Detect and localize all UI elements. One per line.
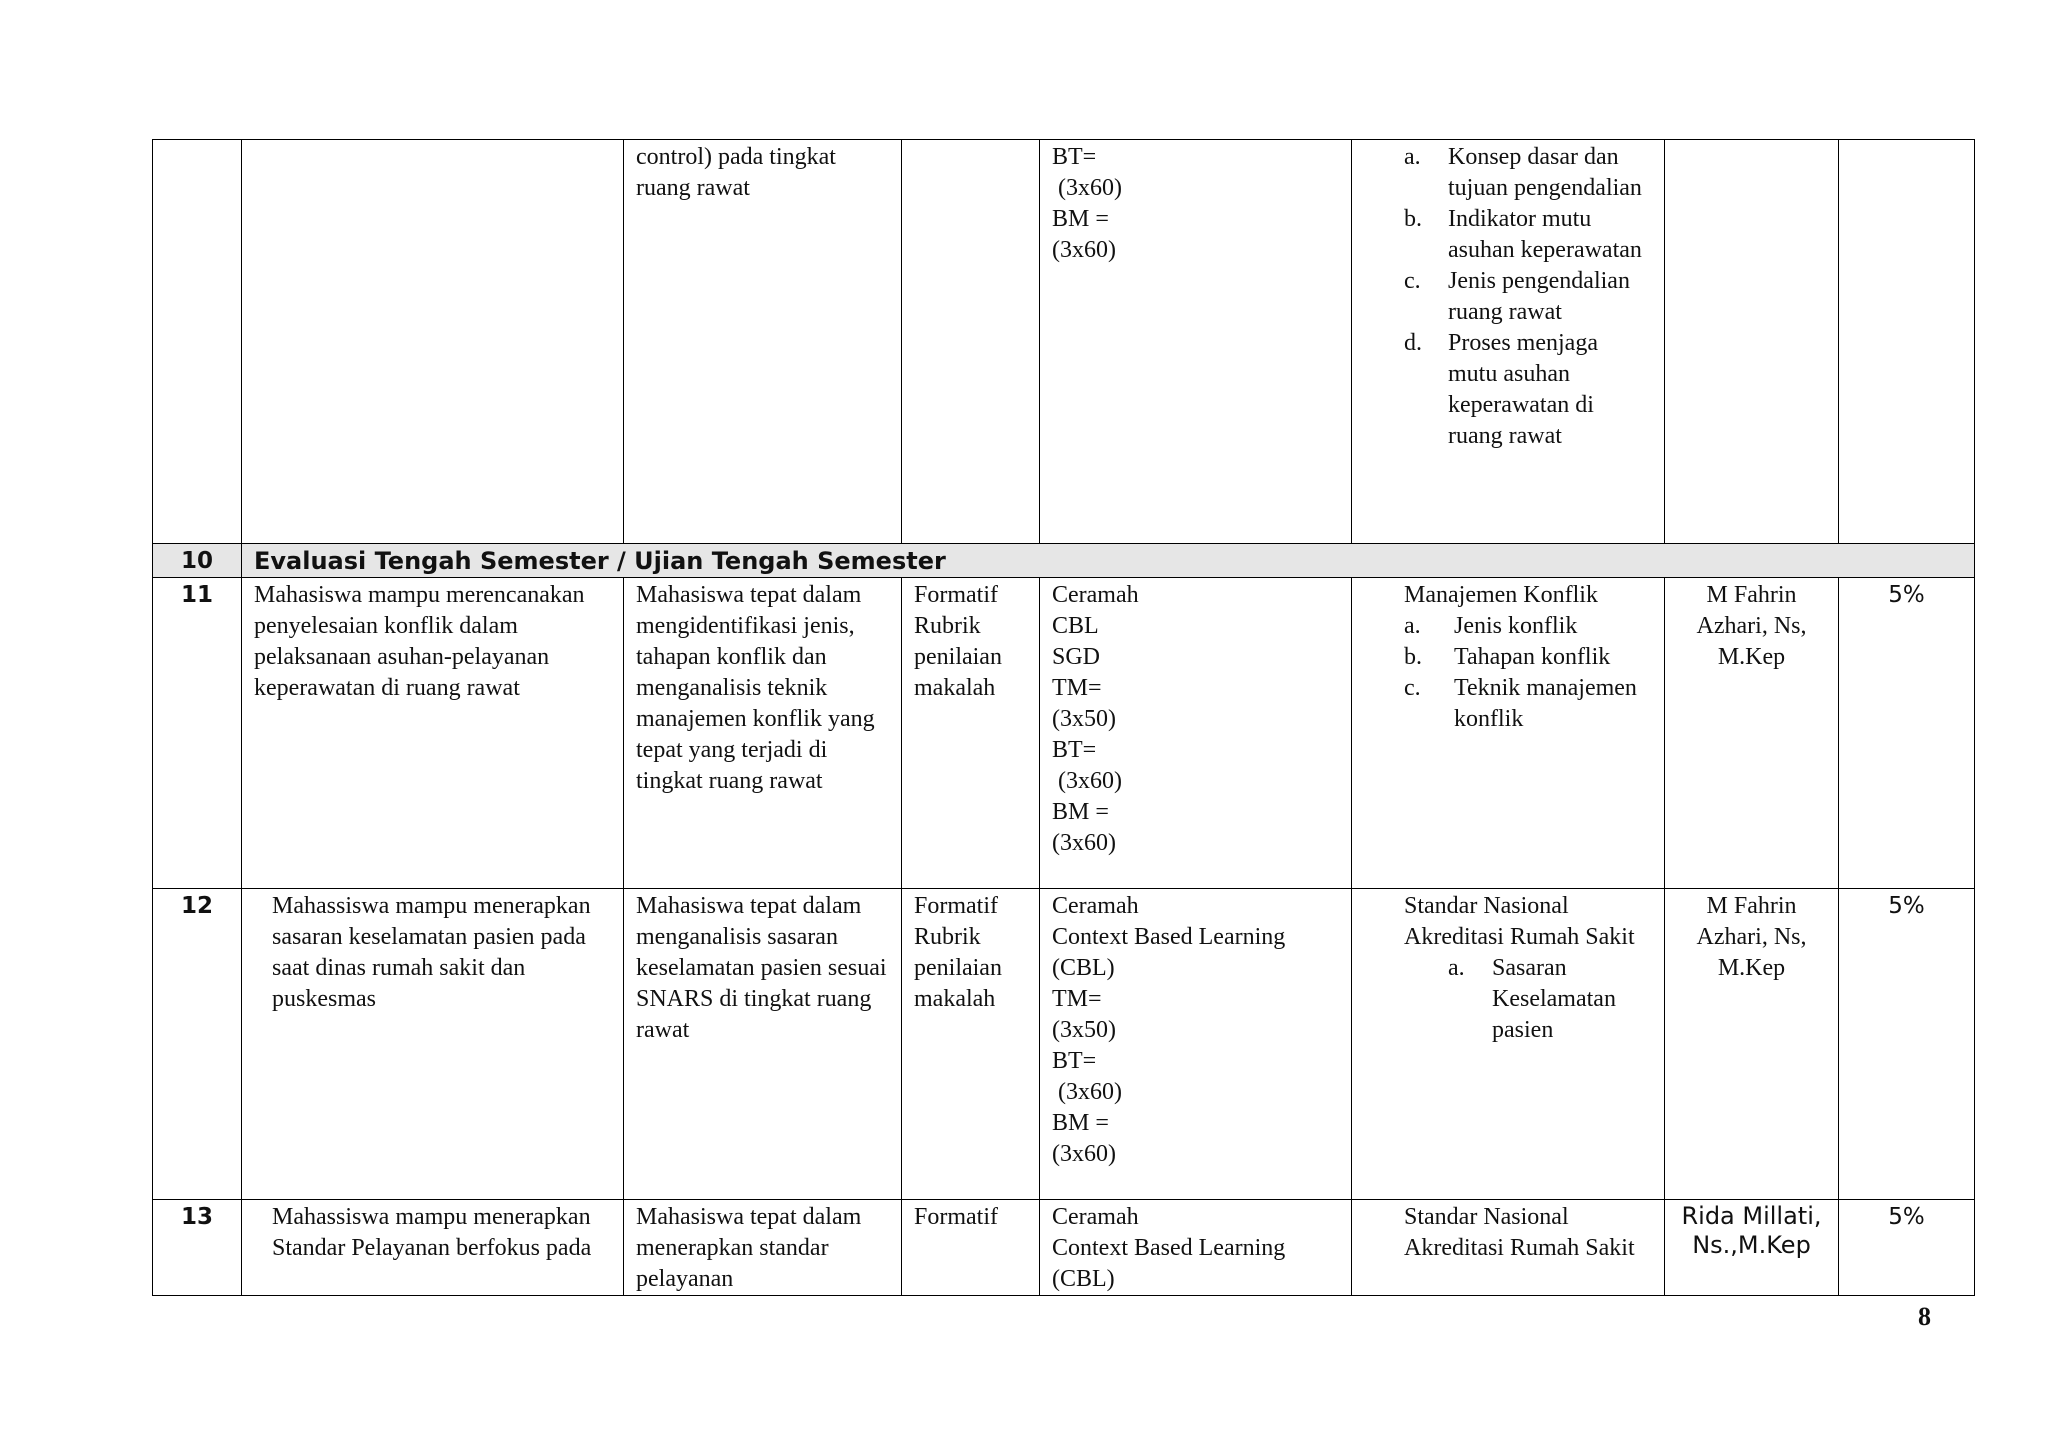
row-number bbox=[153, 140, 242, 544]
dosen-cell bbox=[1665, 140, 1839, 544]
metode-text: Ceramah CBL SGD TM= (3x50) BT= (3x60) BM = (3x60) bbox=[1052, 582, 1139, 856]
materi-list bbox=[1404, 142, 1652, 452]
page-number: 8 bbox=[1918, 1302, 1931, 1331]
row-number: 10 bbox=[153, 544, 242, 578]
list-item bbox=[1448, 953, 1652, 1046]
bobot-cell: 5% bbox=[1839, 578, 1975, 889]
metode-cell bbox=[1040, 140, 1352, 544]
indikator-cell: Mahasiswa tepat dalam menganalisis sasaran keselamatan pasien sesuai SNARS di tingkat ruang rawat bbox=[624, 889, 902, 1200]
row-number: 11 bbox=[153, 578, 242, 889]
section-title: Evaluasi Tengah Semester / Ujian Tengah Semester bbox=[242, 544, 1975, 578]
metode-text: BT= (3x60) BM = (3x60) bbox=[1052, 144, 1122, 263]
table-row-continuation bbox=[153, 140, 1975, 544]
dosen-cell: Rida Millati, Ns.,M.Kep bbox=[1665, 1200, 1839, 1296]
bobot-cell bbox=[1839, 140, 1975, 544]
metode-text: Ceramah Context Based Learning (CBL) TM= (3x50) BT= (3x60) BM = (3x60) bbox=[1052, 893, 1286, 1167]
list-marker: b. bbox=[1404, 644, 1422, 670]
materi-cell bbox=[1352, 140, 1665, 544]
list-text: Indikator mutu asuhan keperawatan bbox=[1448, 206, 1642, 263]
metode-cell bbox=[1040, 1200, 1352, 1296]
indikator-text: control) pada tingkat ruang rawat bbox=[636, 144, 836, 201]
list-text: Konsep dasar dan tujuan pengendalian bbox=[1448, 144, 1642, 201]
kemampuan-cell: Mahassiswa mampu menerapkan sasaran keselamatan pasien pada saat dinas rumah sakit dan puskesmas bbox=[242, 889, 624, 1200]
dosen-cell: M Fahrin Azhari, Ns, M.Kep bbox=[1665, 578, 1839, 889]
list-marker: a. bbox=[1404, 144, 1421, 170]
bobot-cell: 5% bbox=[1839, 889, 1975, 1200]
list-item bbox=[1404, 328, 1652, 452]
rps-table bbox=[152, 139, 1975, 1296]
metode-text: Ceramah Context Based Learning (CBL) bbox=[1052, 1204, 1286, 1292]
list-item bbox=[1404, 266, 1652, 328]
table-row-section bbox=[153, 544, 1975, 578]
list-text: Proses menjaga mutu asuhan keperawatan di ruang rawat bbox=[1448, 330, 1598, 449]
list-marker: c. bbox=[1404, 675, 1421, 701]
list-marker: c. bbox=[1404, 268, 1421, 294]
list-marker: d. bbox=[1404, 330, 1422, 356]
list-text: Teknik manajemen konflik bbox=[1454, 675, 1637, 732]
list-item bbox=[1404, 642, 1652, 673]
kemampuan-cell bbox=[242, 140, 624, 544]
metode-cell bbox=[1040, 578, 1352, 889]
list-marker: b. bbox=[1404, 206, 1422, 232]
list-marker: a. bbox=[1404, 613, 1421, 639]
dosen-cell: M Fahrin Azhari, Ns, M.Kep bbox=[1665, 889, 1839, 1200]
materi-title: Standar Nasional Akreditasi Rumah Sakit bbox=[1404, 1204, 1635, 1261]
materi-list bbox=[1404, 611, 1652, 735]
list-item bbox=[1404, 142, 1652, 204]
table-row bbox=[153, 889, 1975, 1200]
indikator-cell: Mahasiswa tepat dalam mengidentifikasi jenis, tahapan konflik dan menganalisis teknik manajemen konflik yang tepat yang terjadi di tingkat ruang rawat bbox=[624, 578, 902, 889]
indikator-cell bbox=[624, 140, 902, 544]
list-item bbox=[1404, 611, 1652, 642]
metode-cell bbox=[1040, 889, 1352, 1200]
list-item bbox=[1404, 204, 1652, 266]
list-text: Sasaran Keselamatan pasien bbox=[1492, 955, 1616, 1043]
row-number: 13 bbox=[153, 1200, 242, 1296]
kriteria-cell: Formatif Rubrik penilaian makalah bbox=[902, 578, 1040, 889]
kriteria-cell: Formatif Rubrik penilaian makalah bbox=[902, 889, 1040, 1200]
materi-cell bbox=[1352, 889, 1665, 1200]
list-item bbox=[1404, 673, 1652, 735]
kriteria-cell: Formatif bbox=[902, 1200, 1040, 1296]
materi-list bbox=[1404, 953, 1652, 1046]
list-text: Tahapan konflik bbox=[1454, 644, 1611, 670]
list-text: Jenis pengendalian ruang rawat bbox=[1448, 268, 1630, 325]
bobot-cell: 5% bbox=[1839, 1200, 1975, 1296]
row-number: 12 bbox=[153, 889, 242, 1200]
materi-title: Manajemen Konflik bbox=[1404, 582, 1598, 608]
kemampuan-cell: Mahasiswa mampu merencanakan penyelesaian konflik dalam pelaksanaan asuhan-pelayanan keperawatan di ruang rawat bbox=[242, 578, 624, 889]
materi-cell bbox=[1352, 1200, 1665, 1296]
kemampuan-cell: Mahassiswa mampu menerapkan Standar Pelayanan berfokus pada bbox=[242, 1200, 624, 1296]
list-marker: a. bbox=[1448, 955, 1465, 981]
list-text: Jenis konflik bbox=[1454, 613, 1578, 639]
materi-cell bbox=[1352, 578, 1665, 889]
table-row bbox=[153, 1200, 1975, 1296]
kriteria-cell bbox=[902, 140, 1040, 544]
indikator-cell: Mahasiswa tepat dalam menerapkan standar pelayanan bbox=[624, 1200, 902, 1296]
materi-title: Standar Nasional Akreditasi Rumah Sakit bbox=[1404, 893, 1635, 950]
table-row bbox=[153, 578, 1975, 889]
